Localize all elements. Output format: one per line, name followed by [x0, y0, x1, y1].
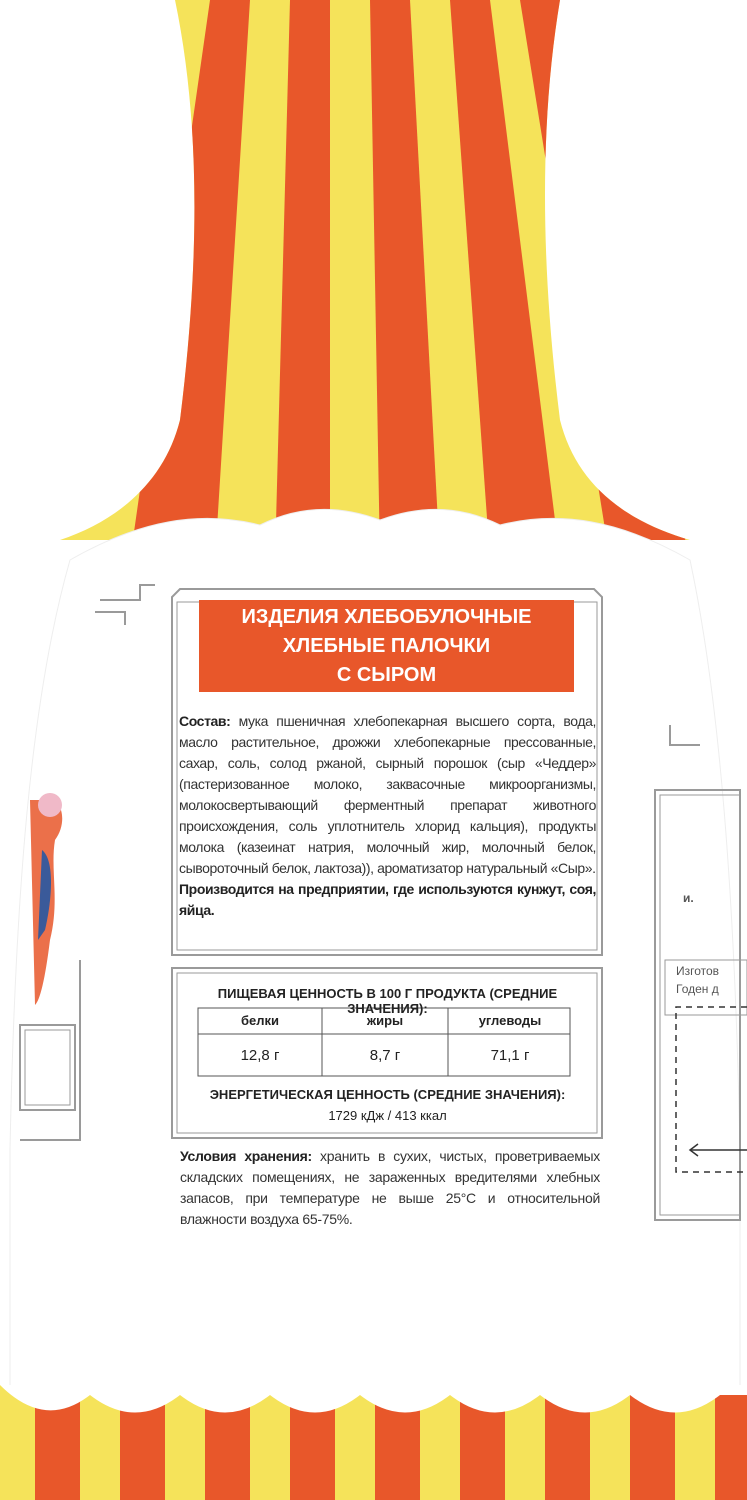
carbs-label: углеводы — [478, 1013, 542, 1028]
composition-label: Состав: — [179, 713, 231, 729]
storage-label: Условия хранения: — [180, 1148, 312, 1164]
composition-text: мука пшеничная хлебопекарная высшего сорта, вода, масло растительное, дрожжи хлебопекарные прессованные, сахар, соль, солод ржаной, сырный порошок (сыр «Чеддер» (пастеризованное молоко, заквасочные микроорганизмы, молокосвертывающий ферментный препарат животного происхождения, соль уплотнитель хлорид кальция), продукты молока (казеинат натрия, молочный жир, молочный белок, сывороточный белок, лактоза)), ароматизатор натуральный «Сыр». — [179, 713, 596, 876]
fat-label: жиры — [366, 1013, 404, 1028]
nutrition-heading: ПИЩЕВАЯ ЦЕННОСТЬ В 100 Г ПРОДУКТА (СРЕДНИЕ ЗНАЧЕНИЯ): — [217, 986, 558, 1016]
storage-conditions — [180, 1146, 600, 1230]
composition-block — [179, 711, 596, 921]
top-stripes — [0, 0, 747, 560]
energy-value: 1729 кДж / 413 ккал — [328, 1108, 447, 1123]
carbs-value: 71,1 г — [490, 1047, 530, 1064]
product-title — [199, 600, 574, 692]
title-line-1: ИЗДЕЛИЯ ХЛЕБОБУЛОЧНЫЕ — [241, 605, 532, 628]
title-line-2: ХЛЕБНЫЕ ПАЛОЧКИ — [282, 634, 491, 657]
expiry-label: Годен д — [676, 982, 719, 996]
fat-value: 8,7 г — [369, 1047, 401, 1064]
title-line-3: С СЫРОМ — [336, 663, 437, 686]
energy-heading: ЭНЕРГЕТИЧЕСКАЯ ЦЕННОСТЬ (СРЕДНИЕ ЗНАЧЕНИЯ): — [209, 1087, 566, 1102]
side-fragment: и. — [683, 891, 694, 905]
manufacture-date-label: Изготов — [676, 964, 720, 978]
storage-text: хранить в сухих, чистых, проветриваемых складских помещениях, не зараженных вредителями хлебных запасов, при температуре не выше 25°С и относительной влажности воздуха 65-75%. — [180, 1148, 600, 1227]
protein-label: белки — [240, 1013, 280, 1028]
protein-value: 12,8 г — [240, 1047, 280, 1064]
allergen-note: Производится на предприятии, где используются кунжут, соя, яйца. — [179, 881, 596, 918]
